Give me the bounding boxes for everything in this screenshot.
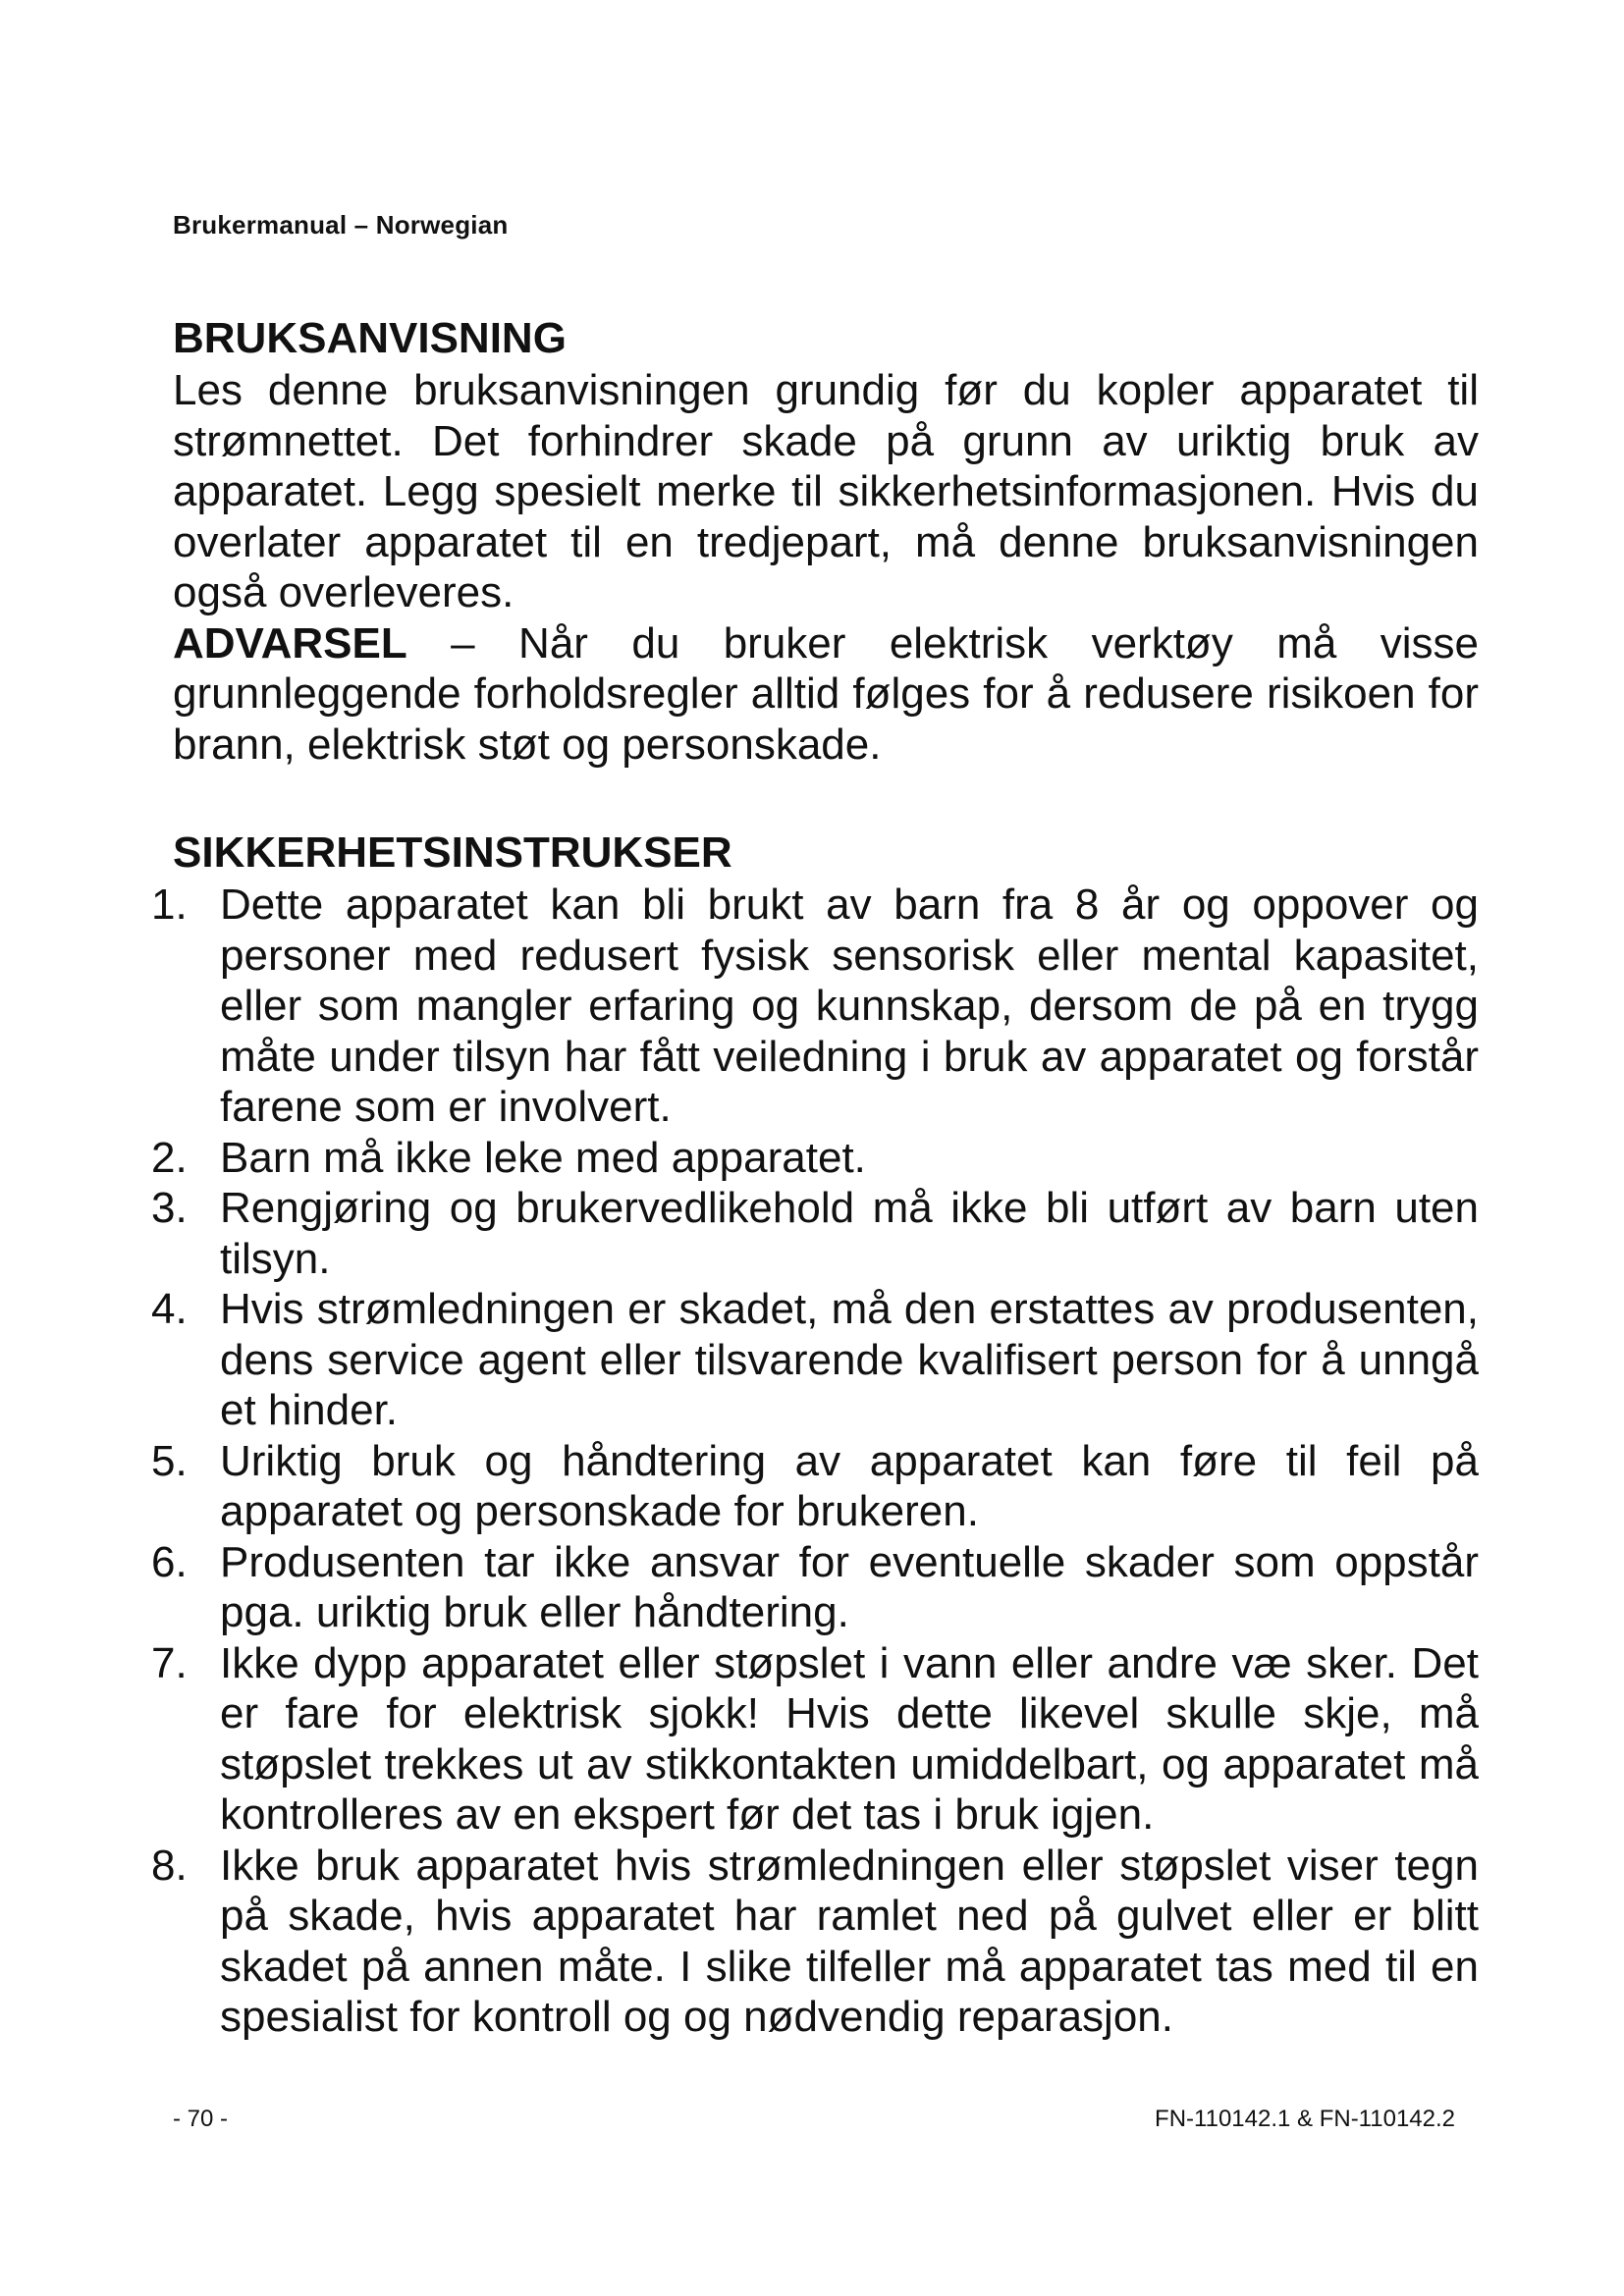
warning-label: ADVARSEL bbox=[173, 618, 407, 667]
list-item-number: 4. bbox=[151, 1285, 188, 1333]
safety-instructions-list bbox=[151, 880, 1479, 2043]
list-item bbox=[151, 1841, 1479, 2043]
list-item-number: 6. bbox=[151, 1537, 188, 1586]
list-item-number: 3. bbox=[151, 1184, 188, 1232]
list-item-number: 8. bbox=[151, 1841, 188, 1890]
list-item-text: Barn må ikke leke med apparatet. bbox=[220, 1133, 866, 1182]
safety-heading: SIKKERHETSINSTRUKSER bbox=[173, 828, 732, 877]
list-item-text: Dette apparatet kan bli brukt av barn fra 8 år og oppover og personer med redusert fysisk sensorisk eller mental kapasitet, eller som mangler erfaring og kunnskap, dersom de på en trygg måte under tilsyn har fått veiledning i bruk av apparatet og forstår farene som er involvert. bbox=[220, 881, 1479, 1131]
list-item-number: 7. bbox=[151, 1638, 188, 1687]
list-item-number: 2. bbox=[151, 1133, 188, 1182]
warning-text: – Når du bruker elektrisk verktøy må visse grunnleggende forholdsregler alltid følges for å redusere risikoen for brann, elektrisk støt og personskade. bbox=[173, 618, 1479, 769]
list-item bbox=[151, 880, 1479, 1133]
list-item bbox=[151, 1436, 1479, 1537]
document-header: Brukermanual – Norwegian bbox=[173, 210, 509, 240]
list-item-number: 5. bbox=[151, 1436, 188, 1485]
list-item bbox=[151, 1133, 1479, 1184]
list-item-text: Hvis strømledningen er skadet, må den erstattes av produsenten, dens service agent eller tilsvarende kvalifisert person for å unngå et hinder. bbox=[220, 1285, 1479, 1434]
list-item-text: Ikke dypp apparatet eller støpslet i vann eller andre væ sker. Det er fare for elektrisk sjokk! Hvis dette likevel skulle skje, må støpslet trekkes ut av stikkontakten umiddelbart, og apparatet må kontrolleres av en ekspert før det tas i bruk igjen. bbox=[220, 1638, 1479, 1839]
warning-paragraph bbox=[173, 618, 1479, 771]
list-item-text: Rengjøring og brukervedlikehold må ikke bli utført av barn uten tilsyn. bbox=[220, 1184, 1479, 1283]
list-item-text: Uriktig bruk og håndtering av apparatet kan føre til feil på apparatet og personskade for brukeren. bbox=[220, 1436, 1479, 1535]
list-item bbox=[151, 1183, 1479, 1284]
list-item bbox=[151, 1537, 1479, 1638]
section-spacer bbox=[173, 770, 1479, 827]
page-number: - 70 - bbox=[173, 2106, 229, 2132]
list-item-number: 1. bbox=[151, 881, 188, 929]
intro-paragraph: Les denne bruksanvisningen grundig før du kopler apparatet til strømnettet. Det forhindrer skade på grunn av uriktig bruk av apparatet. Legg spesielt merke til sikkerhetsinformasjonen. Hvis du overlater apparatet til en tredjepart, må denne bruksanvisningen også overleveres. bbox=[173, 366, 1479, 616]
list-item bbox=[151, 1284, 1479, 1436]
list-item bbox=[151, 1638, 1479, 1841]
list-item-text: Ikke bruk apparatet hvis strømledningen eller støpslet viser tegn på skade, hvis apparatet har ramlet ned på gulvet eller er blitt skadet på annen måte. I slike tilfeller må apparatet tas med til en spesialist for kontroll og og nødvendig reparasjon. bbox=[220, 1841, 1479, 2041]
intro-heading: BRUKSANVISNING bbox=[173, 314, 567, 362]
page-content bbox=[151, 312, 1479, 2043]
list-item-text: Produsenten tar ikke ansvar for eventuelle skader som oppstår pga. uriktig bruk eller håndtering. bbox=[220, 1537, 1479, 1636]
model-number: FN-110142.1 & FN-110142.2 bbox=[1155, 2106, 1455, 2132]
